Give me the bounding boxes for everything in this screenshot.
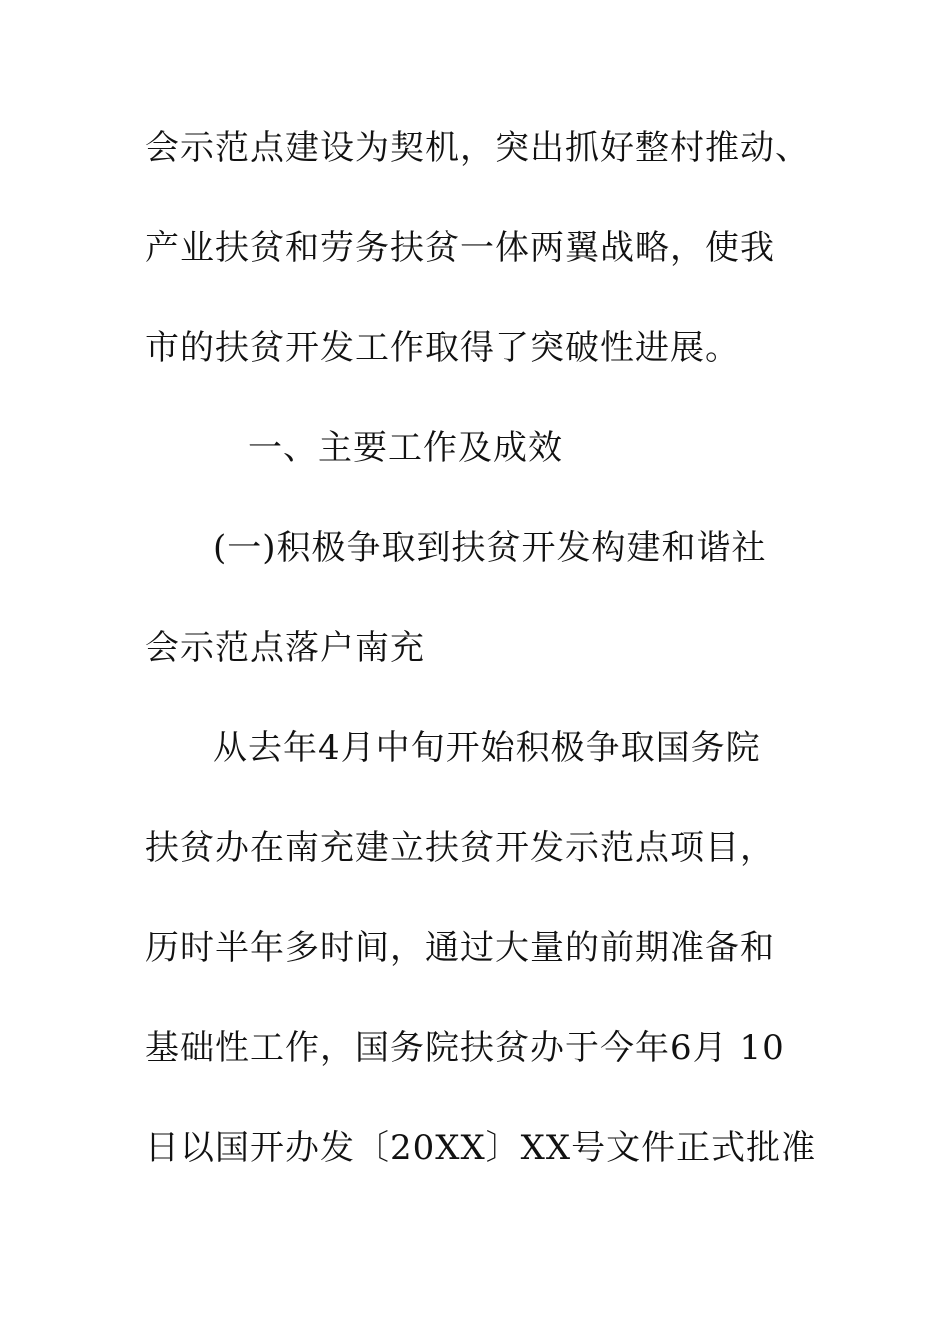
section-heading: 一、主要工作及成效 bbox=[248, 428, 563, 468]
paragraph-line: 从去年4月中旬开始积极争取国务院 bbox=[213, 728, 761, 768]
subsection-heading-continued: 会示范点落户南充 bbox=[145, 628, 425, 668]
paragraph-line: 基础性工作，国务院扶贫办于今年6月 10 bbox=[145, 1028, 785, 1068]
subsection-heading: (一)积极争取到扶贫开发构建和谐社 bbox=[213, 528, 767, 568]
paragraph-line: 产业扶贫和劳务扶贫一体两翼战略，使我 bbox=[145, 228, 775, 268]
paragraph-line: 会示范点建设为契机，突出抓好整村推动、 bbox=[145, 128, 810, 168]
paragraph-line: 历时半年多时间，通过大量的前期准备和 bbox=[145, 928, 775, 968]
paragraph-line: 日以国开办发〔20XX〕XX号文件正式批准 bbox=[145, 1128, 817, 1168]
paragraph-line: 扶贫办在南充建立扶贫开发示范点项目， bbox=[145, 828, 775, 868]
paragraph-line: 市的扶贫开发工作取得了突破性进展。 bbox=[145, 328, 740, 368]
